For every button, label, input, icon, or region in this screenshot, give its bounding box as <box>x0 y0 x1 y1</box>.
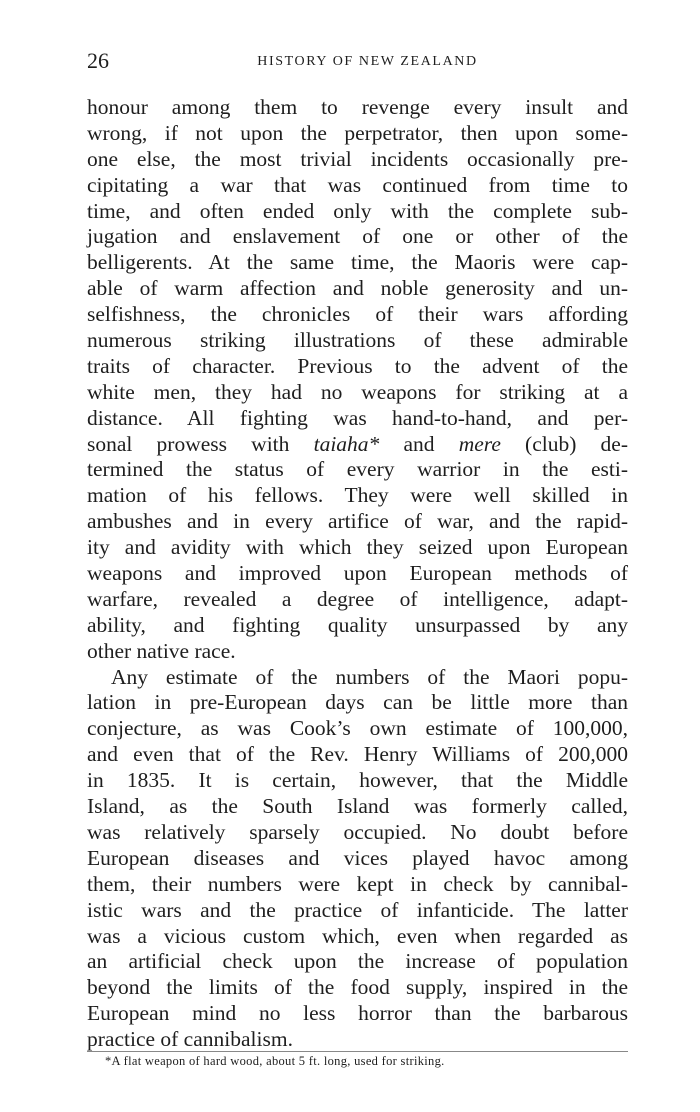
text-line: jugation and enslavement of one or other of the <box>87 224 628 249</box>
text-line: warfare, revealed a degree of intelligence, adapt- <box>87 586 628 611</box>
text-line: distance. All fighting was hand-to-hand, and per- <box>87 405 628 430</box>
text-line: honour among them to revenge every insult and <box>87 95 628 119</box>
text-line: wrong, if not upon the perpetrator, then upon some- <box>87 120 628 145</box>
text-line: weapons and improved upon European methods of <box>87 561 628 586</box>
term-taiaha: taiaha* <box>313 431 380 456</box>
footnote-rule <box>87 1051 628 1052</box>
text-line: European mind no less horror than the barbarous <box>87 1001 628 1026</box>
text-line: white men, they had no weapons for striking at a <box>87 379 628 404</box>
term-mere: mere <box>458 431 501 456</box>
text-line: them, their numbers were kept in check by cannibal- <box>87 871 628 896</box>
body-text <box>87 95 628 1053</box>
text-line: lation in pre-European days can be little more than <box>87 690 628 715</box>
text-line: cipitating a war that was continued from time to <box>87 172 628 197</box>
text-line: in 1835. It is certain, however, that the Middle <box>87 768 628 793</box>
footnote: *A flat weapon of hard wood, about 5 ft. long, used for striking. <box>105 1054 445 1068</box>
text-run: sonal prowess with <box>87 431 314 456</box>
text-line: belligerents. At the same time, the Maoris were cap- <box>87 250 628 275</box>
text-line <box>87 432 628 458</box>
text-line: one else, the most trivial incidents occasionally pre- <box>87 146 628 171</box>
text-line: numerous striking illustrations of these admirable <box>87 328 628 353</box>
text-line: an artificial check upon the increase of population <box>87 949 628 974</box>
text-line: conjecture, as was Cook’s own estimate of 100,000, <box>87 716 628 741</box>
running-title: HISTORY OF NEW ZEALAND <box>257 54 478 69</box>
text-run: and <box>379 431 459 456</box>
text-line: mation of his fellows. They were well skilled in <box>87 483 628 508</box>
text-line: and even that of the Rev. Henry Williams of 200,000 <box>87 742 628 767</box>
page-number: 26 <box>87 48 109 73</box>
text-line: time, and often ended only with the complete sub- <box>87 198 628 223</box>
text-line: was a vicious custom which, even when regarded as <box>87 923 628 948</box>
text-line: able of warm affection and noble generosity and un- <box>87 276 628 301</box>
text-line: istic wars and the practice of infanticide. The latter <box>87 897 628 922</box>
text-line: was relatively sparsely occupied. No doubt before <box>87 819 628 844</box>
text-line: beyond the limits of the food supply, inspired in the <box>87 975 628 1000</box>
text-line: selfishness, the chronicles of their wars affording <box>87 302 628 327</box>
page-header <box>87 48 628 78</box>
text-line: practice of cannibalism. <box>87 1027 293 1052</box>
text-line: termined the status of every warrior in the esti- <box>87 457 628 482</box>
text-line: traits of character. Previous to the advent of the <box>87 353 628 378</box>
text-line: ability, and fighting quality unsurpassed by any <box>87 612 628 637</box>
text-line: ity and avidity with which they seized upon European <box>87 535 628 560</box>
text-line: other native race. <box>87 638 236 663</box>
text-line: ambushes and in every artifice of war, and the rapid- <box>87 509 628 534</box>
text-line: Island, as the South Island was formerly called, <box>87 794 628 819</box>
text-line: European diseases and vices played havoc among <box>87 845 628 870</box>
text-run: (club) de- <box>500 431 629 456</box>
text-line: Any estimate of the numbers of the Maori popu- <box>111 664 628 689</box>
